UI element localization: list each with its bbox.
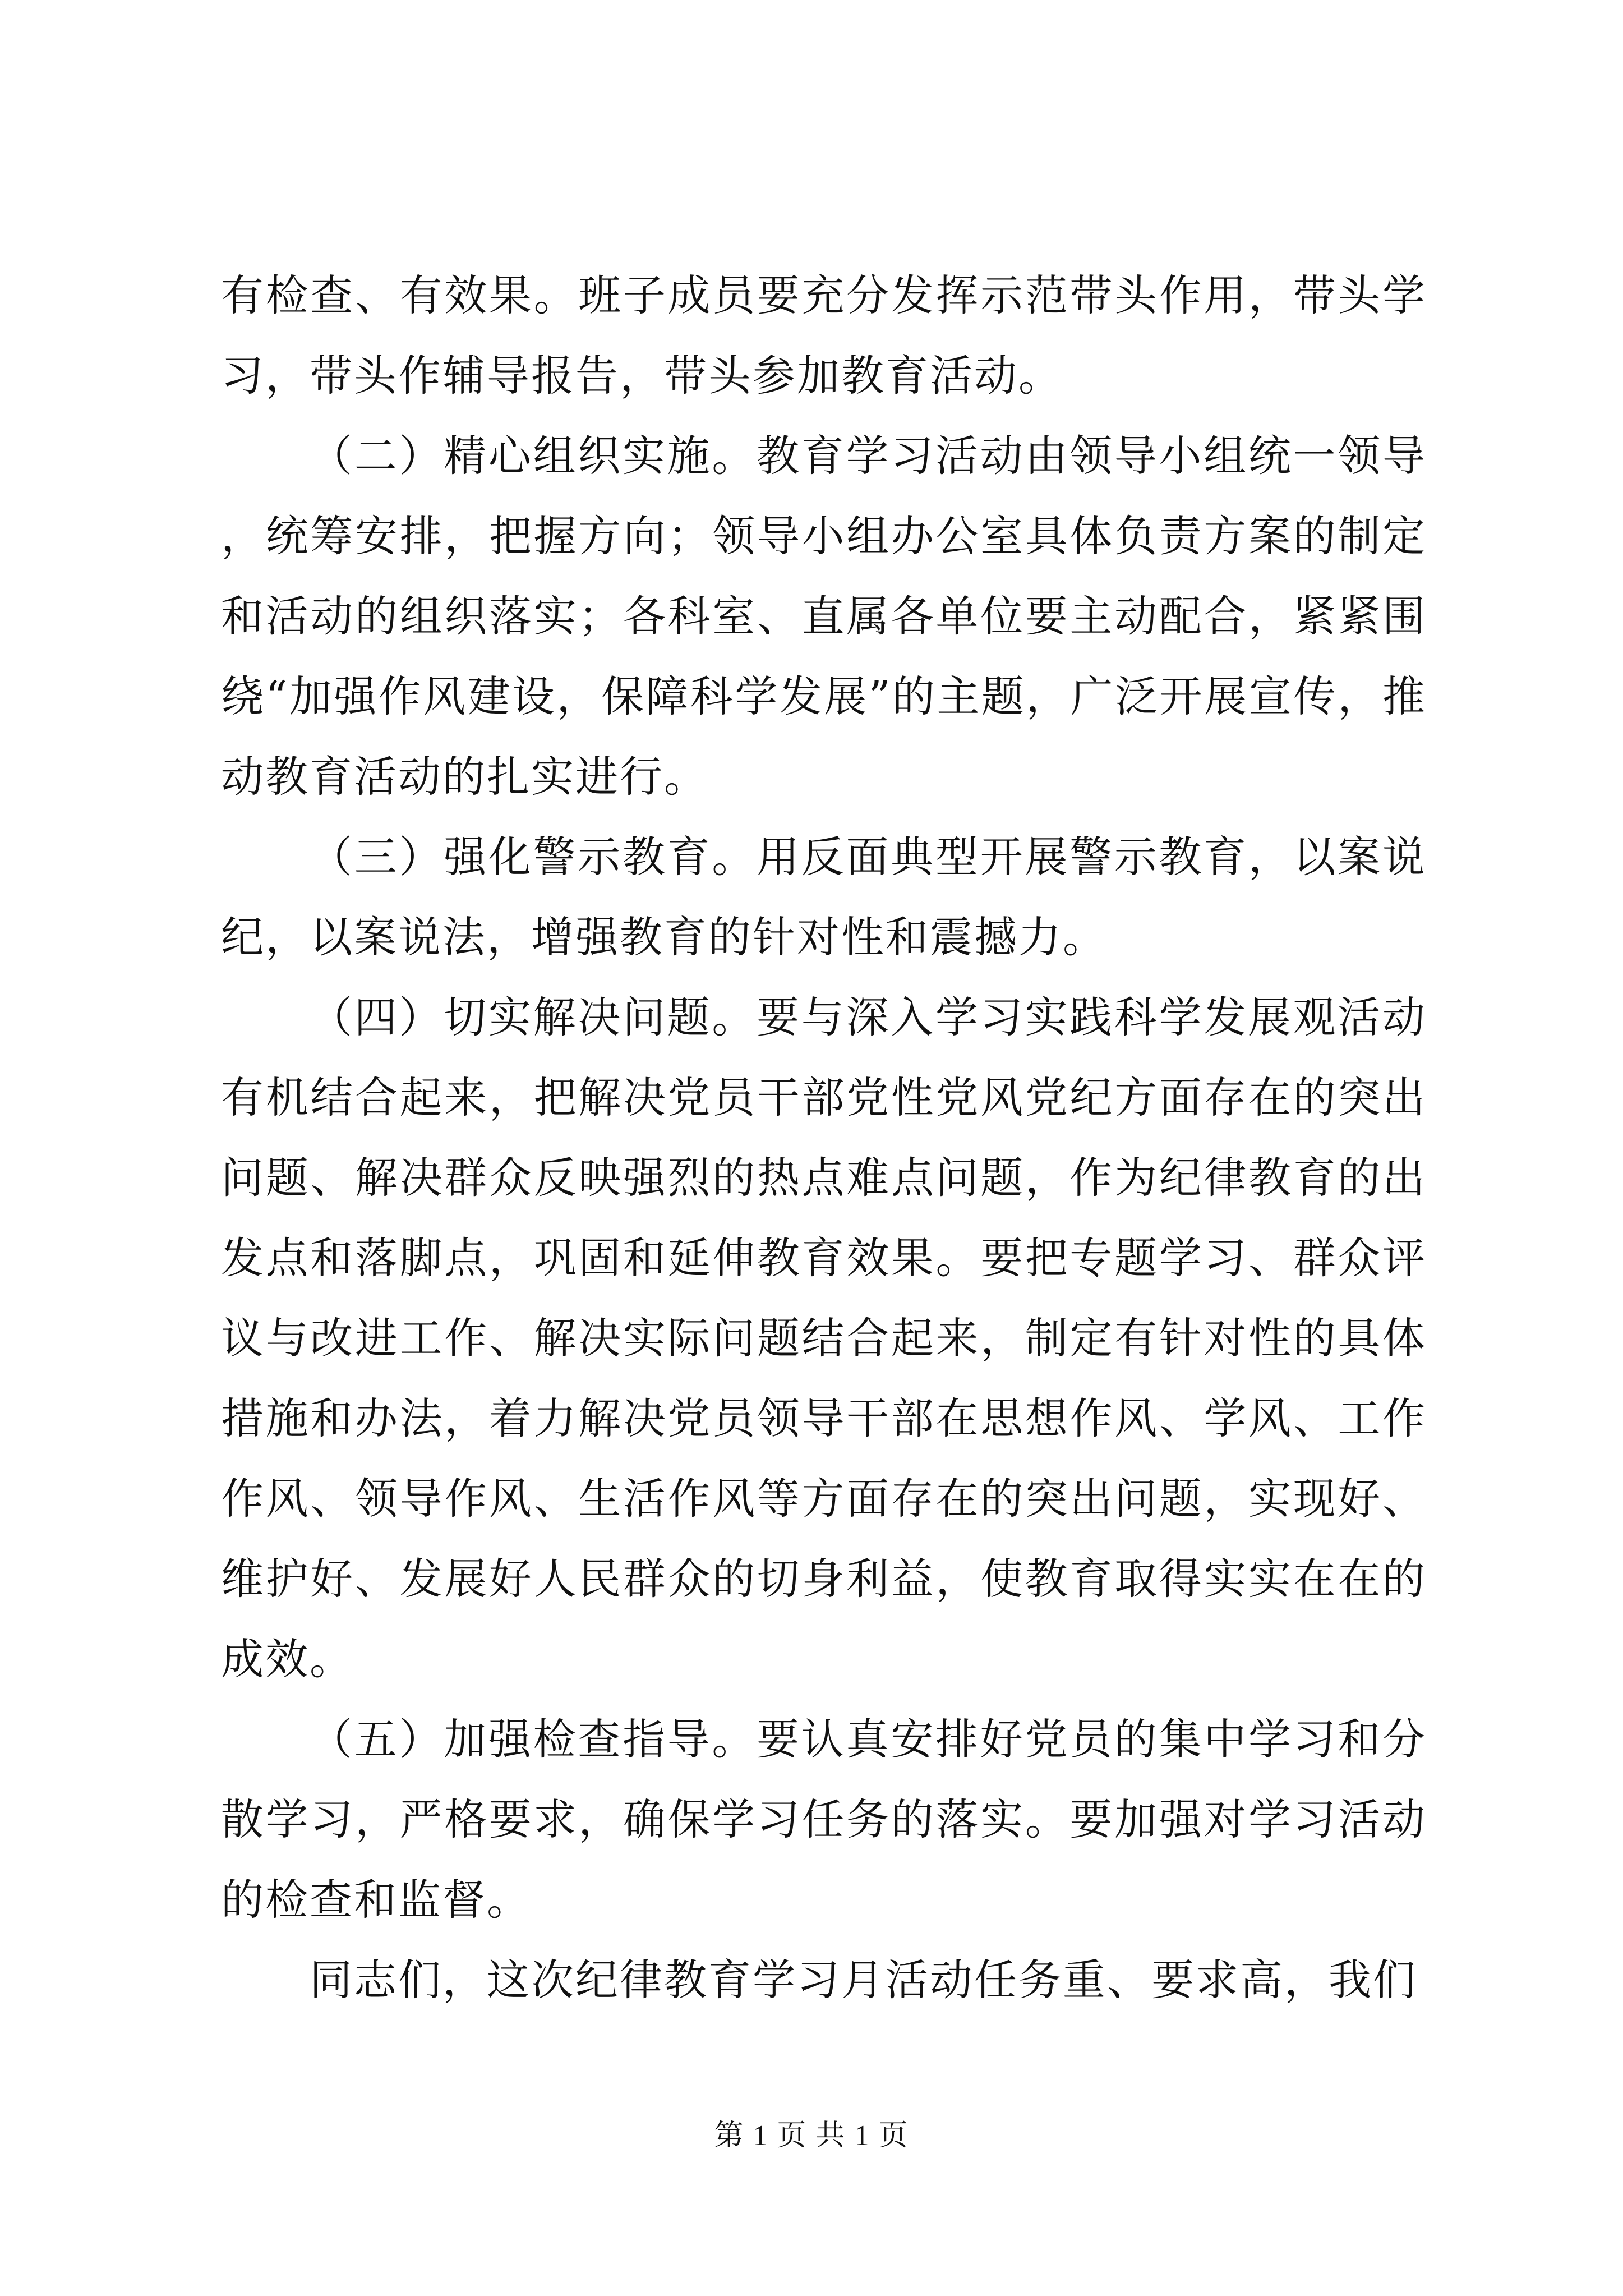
paragraph-section-2: （二）精心组织实施。教育学习活动由领导小组统一领导，统筹安排，把握方向；领导小组办公室具体负责方案的制定和活动的组织落实；各科室、直属各单位要主动配合，紧紧围绕“加强作风建设，保障科学发展”的主题，广泛开展宣传，推动教育活动的扎实进行。 (221, 431, 1427, 802)
paragraph-closing: 同志们，这次纪律教育学习月活动任务重、要求高，我们 (310, 1955, 1417, 2005)
paragraph-section-3: （三）强化警示教育。用反面典型开展警示教育，以案说纪，以案说法，增强教育的针对性和震撼力。 (221, 832, 1427, 962)
page-number-footer: 第 1 页 共 1 页 (714, 2120, 909, 2152)
paragraph-section-4: （四）切实解决问题。要与深入学习实践科学发展观活动有机结合起来，把解决党员干部党性党风党纪方面存在的突出问题、解决群众反映强烈的热点难点问题，作为纪律教育的出发点和落脚点，巩固和延伸教育效果。要把专题学习、群众评议与改进工作、解决实际问题结合起来，制定有针对性的具体措施和办法，着力解决党员领导干部在思想作风、学风、工作作风、领导作风、生活作风等方面存在的突出问题，实现好、维护好、发展好人民群众的切身利益，使教育取得实实在在的成效。 (221, 992, 1427, 1684)
paragraph-continuation: 有检查、有效果。班子成员要充分发挥示范带头作用，带头学习，带头作辅导报告，带头参加教育活动。 (221, 270, 1427, 401)
paragraph-section-5: （五）加强检查指导。要认真安排好党员的集中学习和分散学习，严格要求，确保学习任务的落实。要加强对学习活动的检查和监督。 (221, 1714, 1427, 1925)
document-body (221, 255, 1427, 2020)
